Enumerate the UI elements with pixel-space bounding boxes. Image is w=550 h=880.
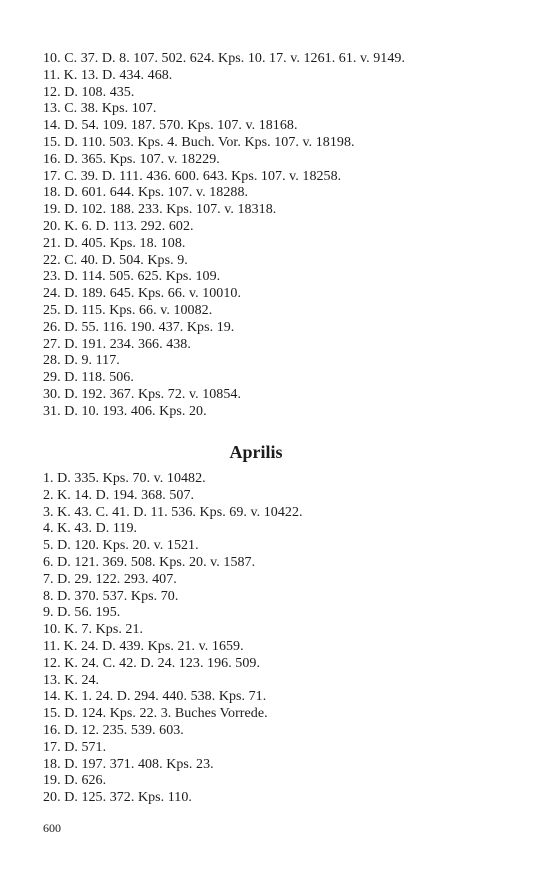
march-entry: 13. C. 38. Kps. 107. bbox=[43, 101, 157, 117]
april-entry: 11. K. 24. D. 439. Kps. 21. v. 1659. bbox=[43, 638, 244, 654]
april-entry: 5. D. 120. Kps. 20. v. 1521. bbox=[43, 538, 199, 554]
march-entry: 25. D. 115. Kps. 66. v. 10082. bbox=[43, 302, 213, 318]
april-entry: 17. D. 571. bbox=[43, 739, 107, 755]
march-entry: 30. D. 192. 367. Kps. 72. v. 10854. bbox=[43, 386, 242, 402]
march-entry: 31. D. 10. 193. 406. Kps. 20. bbox=[43, 403, 207, 419]
april-entry: 2. K. 14. D. 194. 368. 507. bbox=[43, 487, 195, 503]
march-entry: 23. D. 114. 505. 625. Kps. 109. bbox=[43, 269, 221, 285]
page-number: 600 bbox=[43, 821, 61, 835]
march-entry: 22. C. 40. D. 504. Kps. 9. bbox=[43, 252, 188, 268]
march-entry: 29. D. 118. 506. bbox=[43, 370, 134, 386]
march-entry: 26. D. 55. 116. 190. 437. Kps. 19. bbox=[43, 319, 235, 335]
march-entry: 21. D. 405. Kps. 18. 108. bbox=[43, 235, 186, 251]
april-entry: 3. K. 43. C. 41. D. 11. 536. Kps. 69. v. 10422. bbox=[43, 504, 303, 520]
april-entry: 4. K. 43. D. 119. bbox=[43, 521, 138, 537]
march-entry: 27. D. 191. 234. 366. 438. bbox=[43, 336, 191, 352]
april-entry: 9. D. 56. 195. bbox=[43, 605, 121, 621]
april-entry: 13. K. 24. bbox=[43, 672, 100, 688]
march-entries-list bbox=[43, 51, 513, 421]
march-entry: 15. D. 110. 503. Kps. 4. Buch. Vor. Kps. 107. v. 18198. bbox=[43, 134, 355, 150]
april-entry: 16. D. 12. 235. 539. 603. bbox=[43, 722, 184, 738]
april-entry: 18. D. 197. 371. 408. Kps. 23. bbox=[43, 756, 214, 772]
april-entries-list bbox=[43, 471, 513, 807]
april-entry: 7. D. 29. 122. 293. 407. bbox=[43, 571, 177, 587]
section-heading-aprilis: Aprilis bbox=[229, 442, 283, 462]
april-entry: 8. D. 370. 537. Kps. 70. bbox=[43, 588, 179, 604]
march-entry: 20. K. 6. D. 113. 292. 602. bbox=[43, 218, 194, 234]
march-entry: 18. D. 601. 644. Kps. 107. v. 18288. bbox=[43, 185, 249, 201]
march-entry: 17. C. 39. D. 111. 436. 600. 643. Kps. 107. v. 18258. bbox=[43, 168, 342, 184]
april-entry: 15. D. 124. Kps. 22. 3. Buches Vorrede. bbox=[43, 706, 268, 722]
april-entry: 10. K. 7. Kps. 21. bbox=[43, 622, 144, 638]
april-entry: 14. K. 1. 24. D. 294. 440. 538. Kps. 71. bbox=[43, 689, 267, 705]
march-entry: 14. D. 54. 109. 187. 570. Kps. 107. v. 18168. bbox=[43, 118, 298, 134]
march-entry: 12. D. 108. 435. bbox=[43, 84, 135, 100]
april-entry: 6. D. 121. 369. 508. Kps. 20. v. 1587. bbox=[43, 554, 256, 570]
march-entry: 16. D. 365. Kps. 107. v. 18229. bbox=[43, 151, 220, 167]
march-entry: 28. D. 9. 117. bbox=[43, 353, 120, 369]
march-entry: 24. D. 189. 645. Kps. 66. v. 10010. bbox=[43, 286, 242, 302]
march-entry: 11. K. 13. D. 434. 468. bbox=[43, 67, 173, 83]
april-entry: 1. D. 335. Kps. 70. v. 10482. bbox=[43, 471, 206, 486]
april-entry: 12. K. 24. C. 42. D. 24. 123. 196. 509. bbox=[43, 655, 261, 671]
april-entry: 20. D. 125. 372. Kps. 110. bbox=[43, 790, 192, 806]
march-entry: 19. D. 102. 188. 233. Kps. 107. v. 18318. bbox=[43, 202, 277, 218]
april-entry: 19. D. 626. bbox=[43, 773, 107, 789]
march-entry: 10. C. 37. D. 8. 107. 502. 624. Kps. 10. 17. v. 1261. 61. v. 9149. bbox=[43, 51, 405, 66]
